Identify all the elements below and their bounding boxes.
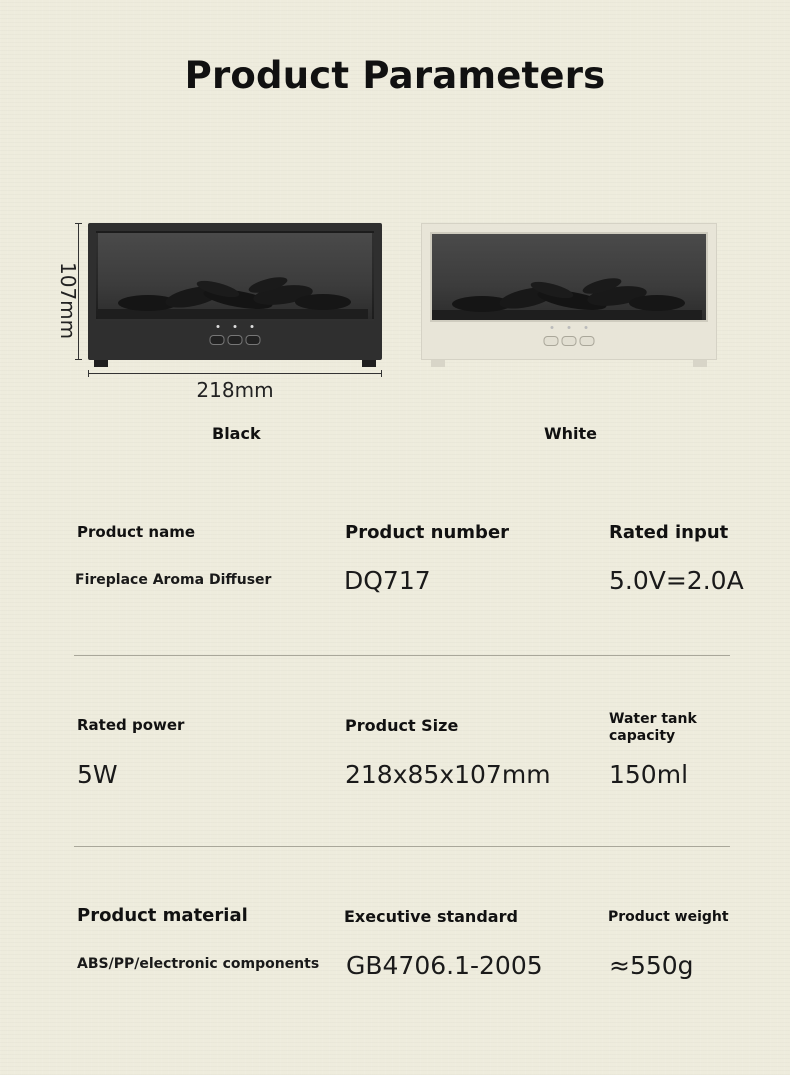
control-buttons [544, 336, 595, 346]
spec-value-product-material: ABS/PP/electronic components [77, 956, 320, 972]
divider [74, 655, 730, 656]
spec-label-product-name: Product name [77, 523, 196, 541]
fireplace-body [88, 223, 382, 360]
logs-graphic [432, 276, 702, 320]
indicator-dot [568, 326, 571, 329]
indicator-dots [551, 326, 588, 329]
control-buttons [210, 335, 261, 345]
spec-value-product-number: DQ717 [344, 566, 431, 595]
flame-screen [96, 231, 374, 321]
variant-label-white: White [544, 424, 598, 443]
control-button [562, 336, 577, 346]
foot [362, 360, 376, 367]
height-dimension-label: 107mm [56, 262, 80, 340]
flame-screen [430, 232, 708, 322]
spec-label-water-tank-line2: capacity [609, 728, 676, 744]
width-dimension-line [88, 373, 382, 374]
control-button [544, 336, 559, 346]
spec-label-product-material: Product material [77, 905, 248, 926]
variant-label-black: Black [212, 424, 261, 443]
foot [94, 360, 108, 367]
spec-label-rated-power: Rated power [77, 716, 185, 734]
spec-value-rated-input: 5.0V=2.0A [609, 566, 744, 595]
foot [693, 360, 707, 367]
spec-value-rated-power: 5W [77, 760, 118, 789]
spec-label-water-tank-line1: Water tank [609, 711, 697, 727]
width-dimension-label: 218mm [196, 378, 274, 402]
spec-label-product-weight: Product weight [608, 909, 729, 925]
spec-label-product-number: Product number [345, 522, 510, 543]
indicator-dot [217, 325, 220, 328]
control-button [580, 336, 595, 346]
spec-value-executive-standard: GB4706.1-2005 [346, 951, 543, 980]
indicator-dot [551, 326, 554, 329]
spec-label-product-size: Product Size [345, 716, 459, 735]
foot [431, 360, 445, 367]
page-title: Product Parameters [184, 54, 606, 97]
indicator-dots [217, 325, 254, 328]
fireplace-body [421, 223, 717, 360]
control-button [228, 335, 243, 345]
spec-value-water-tank: 150ml [609, 760, 689, 789]
control-button [246, 335, 261, 345]
indicator-dot [251, 325, 254, 328]
spec-label-executive-standard: Executive standard [344, 907, 518, 926]
spec-value-product-size: 218x85x107mm [345, 760, 551, 789]
indicator-dot [234, 325, 237, 328]
spec-label-rated-input: Rated input [609, 522, 729, 543]
logs-graphic [98, 275, 368, 319]
divider [74, 846, 730, 847]
spec-value-product-weight: ≈550g [609, 951, 694, 980]
control-button [210, 335, 225, 345]
spec-label-water-tank [609, 711, 697, 745]
spec-value-product-name: Fireplace Aroma Diffuser [75, 572, 272, 588]
indicator-dot [585, 326, 588, 329]
